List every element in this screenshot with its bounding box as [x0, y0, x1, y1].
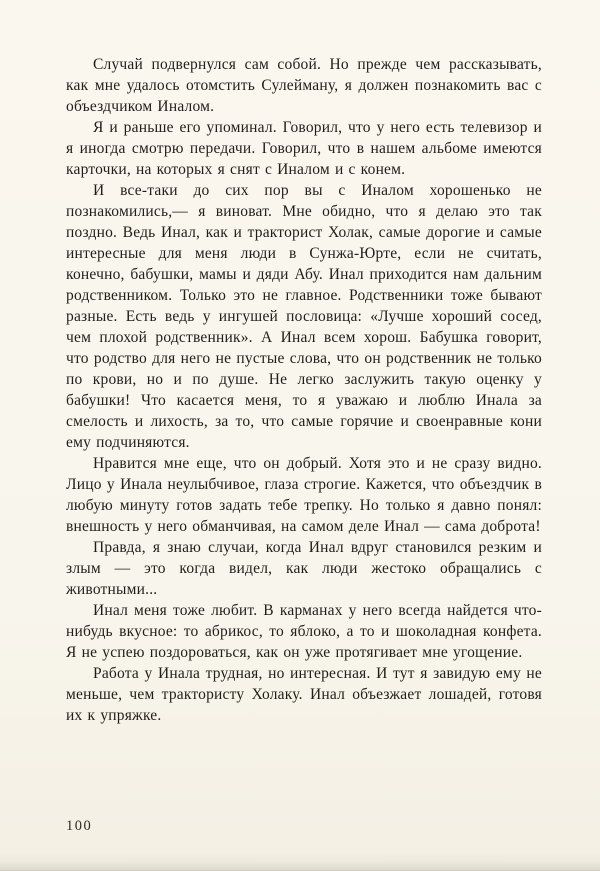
paragraph: Случай подвернулся сам собой. Но прежде чем рассказывать, как мне удалось отомстить Сулейману, я должен познакомить вас с объездчиком Иналом.: [66, 56, 542, 115]
paragraph: Нравится мне еще, что он добрый. Хотя это и не сразу видно. Лицо у Инала неулыбчивое, глаза строгие. Кажется, что объездчик в любую минуту готов задать тебе трепку. Но только я давно понял: внешность у него обманчивая, на самом деле Инал — сама доброта!: [66, 455, 542, 535]
paragraph: Правда, я знаю случаи, когда Инал вдруг становился резким и злым — это когда видел, как люди жестоко обращались с животными...: [66, 539, 542, 598]
paragraph: Я и раньше его упоминал. Говорил, что у него есть телевизор и я иногда смотрю передачи. Говорил, что в нашем альбоме имеются карточки, на которых я снят с Иналом и с конем.: [66, 119, 542, 178]
paragraph: И все-таки до сих пор вы с Иналом хорошенько не познакомились,— я виноват. Мне обидно, что я делаю это так поздно. Ведь Инал, как и тракторист Холак, самые дорогие и самые интересные для меня люди в Сунжа-Юрте, если не считать, конечно, бабушки, мамы и дяди Абу. Инал приходится нам дальним родственником. Только это не главное. Родственники тоже бывают разные. Есть ведь у ингушей пословица: «Лучше хороший сосед, чем плохой родственник». А Инал всем хорош. Бабушка говорит, что родство для него не пустые слова, что он родственник не только по крови, но и по душе. Не легко заслужить такую оценку у бабушки! Что касается меня, то я уважаю и люблю Инала за смелость и лихость, за то, что самые горячие и своенравные кони ему подчиняются.: [66, 182, 542, 451]
page-text-block: [66, 54, 542, 726]
page-number: 100: [66, 818, 93, 834]
paragraph: Работа у Инала трудная, но интересная. И тут я завидую ему не меньше, чем трактористу Холаку. Инал объезжает лошадей, готовя их к упряжке.: [66, 665, 542, 724]
page-bottom-edge: [0, 854, 600, 871]
paragraph: Инал меня тоже любит. В карманах у него всегда найдется что-нибудь вкусное: то абрикос, то яблоко, а то и шоколадная конфета. Я не успею поздороваться, как он уже протягивает мне угощение.: [66, 602, 542, 661]
